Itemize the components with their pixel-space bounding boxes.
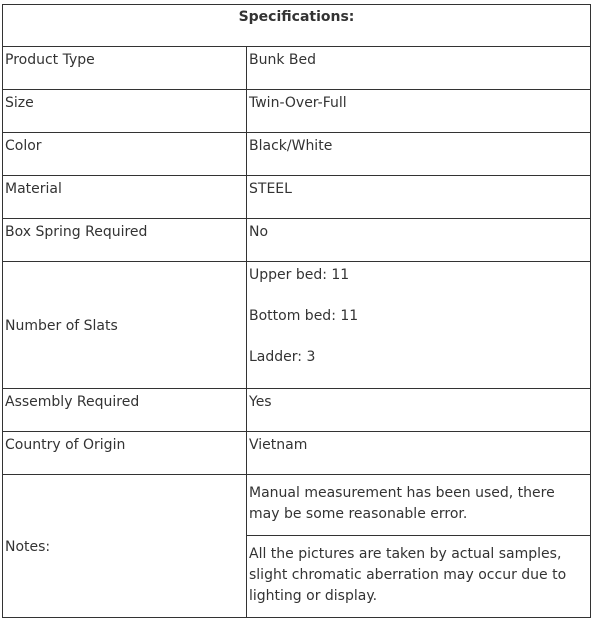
row-label: Assembly Required	[3, 389, 247, 432]
slats-row	[3, 262, 591, 389]
slat-upper: Upper bed: 11	[249, 267, 350, 283]
row-value: Black/White	[247, 133, 591, 176]
notes-values	[247, 475, 591, 618]
table-row	[3, 389, 591, 432]
row-value: Twin-Over-Full	[247, 90, 591, 133]
note-pictures: All the pictures are taken by actual samples, slight chromatic aberration may occur due to lighting or display.	[247, 535, 590, 617]
table-row	[3, 176, 591, 219]
table-row	[3, 133, 591, 176]
slats-values	[247, 262, 591, 389]
table-row	[3, 47, 591, 90]
specifications-table	[2, 4, 591, 618]
slat-ladder: Ladder: 3	[249, 349, 316, 365]
row-value: Bunk Bed	[247, 47, 591, 90]
row-label: Box Spring Required	[3, 219, 247, 262]
notes-row	[3, 475, 591, 618]
row-value: Yes	[247, 389, 591, 432]
row-label: Material	[3, 176, 247, 219]
row-label: Size	[3, 90, 247, 133]
notes-label: Notes:	[3, 475, 247, 618]
table-row	[3, 90, 591, 133]
row-label: Color	[3, 133, 247, 176]
slat-bottom: Bottom bed: 11	[249, 308, 359, 324]
table-row	[3, 219, 591, 262]
row-value: STEEL	[247, 176, 591, 219]
row-label: Country of Origin	[3, 432, 247, 475]
row-value: No	[247, 219, 591, 262]
row-value: Vietnam	[247, 432, 591, 475]
note-measurement: Manual measurement has been used, there may be some reasonable error.	[249, 485, 555, 522]
table-header-row	[3, 5, 591, 47]
slats-label: Number of Slats	[3, 262, 247, 389]
row-label: Product Type	[3, 47, 247, 90]
table-title: Specifications:	[3, 5, 591, 47]
table-row	[3, 432, 591, 475]
